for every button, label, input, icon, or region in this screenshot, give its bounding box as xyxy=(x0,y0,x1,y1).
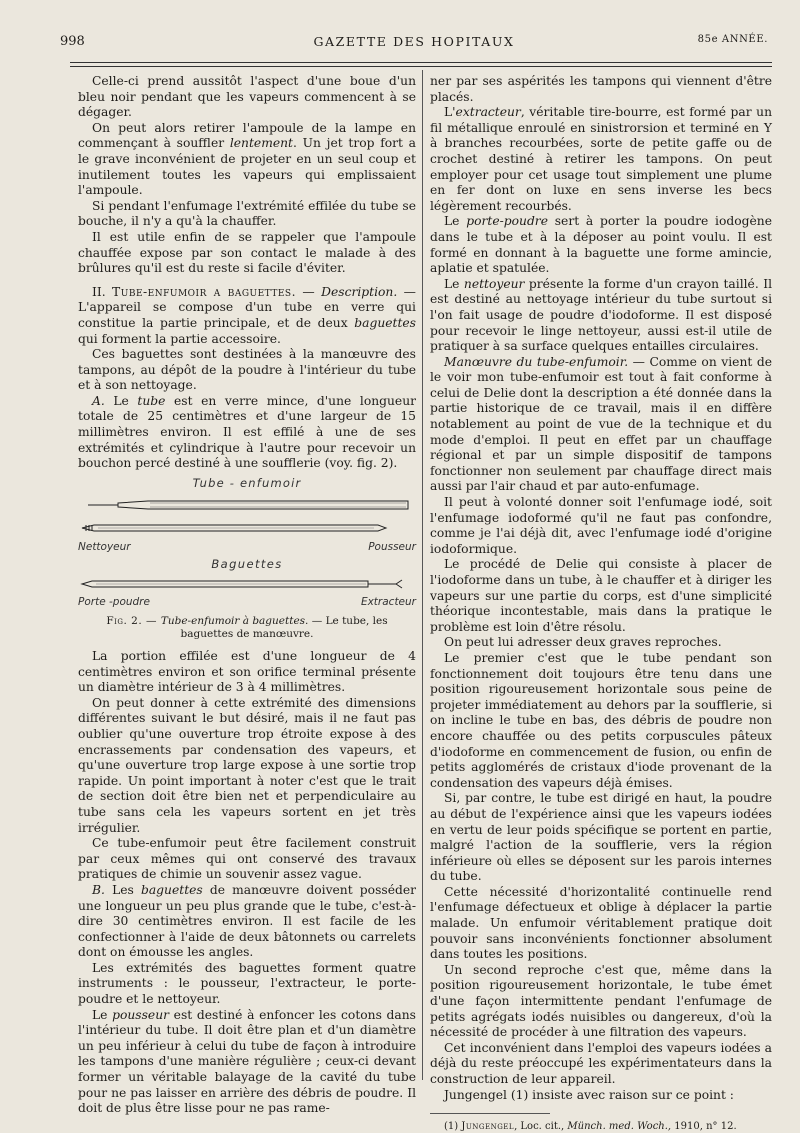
right-column xyxy=(430,74,772,1133)
extracteur-label: Extracteur xyxy=(360,596,416,609)
paragraph: On peut donner à cette extrémité des dimensions différentes suivant le but désiré, mais il ne faut pas oublier qu'une ouverture trop étroite expose à des encrassements par condensation des vapeurs, et qu'une ouverture trop large expose à une sortie trop rapide. Un point important à noter c'est que le trait de section doit être bien net et perpendiculaire au tube sans cela les vapeurs sortent en jet très irrégulier. xyxy=(78,695,416,835)
porte-poudre-label: Porte -poudre xyxy=(78,596,150,609)
paragraph: Celle-ci prend aussitôt l'aspect d'une boue d'un bleu noir pendant que les vapeurs commencent à se dégager. xyxy=(78,74,416,120)
figure-2 xyxy=(78,476,416,611)
section-heading-paragraph: II. Tube-enfumoir a baguettes. — Description. — L'appareil se compose d'un tube en verre qui constitue la partie principale, et de deux baguettes qui forment la partie accessoire. xyxy=(78,284,416,346)
header-rule-second xyxy=(70,66,772,67)
paragraph: Si, par contre, le tube est dirigé en haut, la poudre au début de l'expérience ainsi que les vapeurs iodées en vertu de leur poids spécifique se portent en partie, malgré l'action de la soufflerie, vers la région inférieure où elles se déposent sur les parois internes du tube. xyxy=(430,791,772,884)
paragraph: Le premier c'est que le tube pendant son fonctionnement doit toujours être tenu dans une position rigoureusement horizontale sous peine de projeter immédiatement au dehors par la soufflerie, si on incline le tube en bas, des débris de poudre non encore chauffée ou des petits corpuscules pâteux d'iodoforme en commencement de fusion, ou enfin de petits agglomérés de cristaux d'iode provenant de la condensation des vapeurs déjà émises. xyxy=(430,650,772,790)
paragraph: Il est utile enfin de se rappeler que l'ampoule chauffée expose par son contact le malade à des brûlures qu'il est du reste si facile d'éviter. xyxy=(78,229,416,276)
section-title: Tube-enfumoir a baguettes. xyxy=(112,284,296,299)
paragraph: Jungengel (1) insiste avec raison sur ce point : xyxy=(444,1087,734,1102)
footnote-rule xyxy=(430,1113,550,1114)
label-row-top xyxy=(78,540,416,556)
paragraph: On peut lui adresser deux graves reproches. xyxy=(444,635,722,650)
paragraph: L'extracteur, véritable tire-bourre, est formé par un fil métallique enroulé en sinistrorsion et terminé en Y à branches recourbées, sorte de petite gaffe ou de crochet destiné à retirer les tampons. On peut employer pour cet usage tout simplement une plume en fer dont on luxe en sens inverse les becs légèrement recourbés. xyxy=(430,105,772,213)
paragraph: Cet inconvénient dans l'emploi des vapeurs iodées a déjà du reste préoccupé les expérimentateurs dans la construction de leur appareil. xyxy=(430,1040,772,1086)
page-number: 998 xyxy=(60,34,85,49)
column-divider xyxy=(422,70,423,1080)
page-header xyxy=(60,34,768,56)
label-row-bottom xyxy=(78,595,416,611)
baguettes-label: Baguettes xyxy=(211,557,283,572)
paragraph: Le nettoyeur présente la forme d'un crayon taillé. Il est destiné au nettoyage intérieur du tube surtout si l'on fait usage de poudre d'iodoforme. Il est disposé pour recevoir le linge nettoyeur, aussi est-il utile de pratiquer à sa surface quelques entailles circulaires. xyxy=(430,276,773,354)
footnote: (1) Jungengel, Loc. cit., Münch. med. Woch., 1910, n° 12. xyxy=(444,1121,737,1133)
paragraph: Cette nécessité d'horizontalité continuelle rend l'enfumage défectueux et oblige à déplacer la partie malade. Un enfumoir véritablement pratique doit pouvoir sans inconvénients fonctionner absolument dans toutes les positions. xyxy=(430,884,772,962)
header-rule xyxy=(70,62,772,63)
tube-drawing xyxy=(78,494,416,516)
running-title: GAZETTE DES HOPITAUX xyxy=(313,34,515,49)
paragraph: Le procédé de Delie qui consiste à placer de l'iodoforme dans un tube, à le chauffer et à diriger les vapeurs sur une partie du corps, est d'une simplicité théorique incontestable, mais dans la pratique le problème est loin d'être résolu. xyxy=(430,557,772,634)
subsection-title: Manœuvre du tube-enfumoir. xyxy=(444,354,629,369)
paragraph: ner par ses aspérités les tampons qui viennent d'être placés. xyxy=(430,74,772,104)
paragraph: On peut alors retirer l'ampoule de la lampe en commençant à souffler lentement. Un jet trop fort a le grave inconvénient de projeter en un seul coup et inutilement toutes les vapeurs qui emplissaient l'ampoule. xyxy=(78,120,417,198)
emphasis: lentement xyxy=(229,136,293,151)
tube-label: Tube - enfumoir xyxy=(192,475,302,490)
paragraph: A. Le tube est en verre mince, d'une longueur totale de 25 centimètres et d'une largeur de 15 millimètres environ. Il est effilé à une de ses extrémités et cylindrique à l'autre pour recevoir un bouchon percé destiné à une soufflerie (voy. fig. 2). xyxy=(78,393,417,471)
paragraph: Si pendant l'enfumage l'extrémité effilée du tube se bouche, il n'y a qu'à la chauffer. xyxy=(78,198,416,229)
nettoyeur-label: Nettoyeur xyxy=(78,540,131,553)
porte-poudre-extracteur-drawing xyxy=(78,577,416,591)
paragraph: Le pousseur est destiné à enfoncer les cotons dans l'intérieur du tube. Il doit être plan et d'un diamètre un peu inférieur à celui du tube de façon à introduire les tampons d'une manière régulière ; ceux-ci devant former un véritable balayage de la cavité du tube pour ne pas laisser en arrière des débris de poudre. Il doit de plus être lisse pour ne pas rame- xyxy=(78,1007,416,1116)
paragraph: B. Les baguettes de manœuvre doivent posséder une longueur un peu plus grande que le tube, c'est-à-dire 30 centimètres environ. Il est facile de les confectionner à l'aide de deux bâtonnets ou carrelets dont on émousse les angles. xyxy=(78,882,417,960)
section-subtitle: Description. xyxy=(321,284,398,299)
paragraph: Ce tube-enfumoir peut être facilement construit par ceux mêmes qui ont conservé des travaux pratiques de chimie un souvenir assez vague. xyxy=(78,836,416,882)
figure-caption: Fig. 2. — Tube-enfumoir à baguettes. — Le tube, les baguettes de manœuvre. xyxy=(106,615,388,640)
left-column xyxy=(78,74,416,1117)
paragraph: Il peut à volonté donner soit l'enfumage iodé, soit l'enfumage iodoformé qu'il ne faut pas confondre, comme je l'ai déjà dit, avec l'enfumage iodé d'origine iodoformique. xyxy=(430,495,772,556)
nettoyeur-pousseur-drawing xyxy=(78,521,416,535)
paragraph: Les extrémités des baguettes forment quatre instruments : le pousseur, l'extracteur, le porte-poudre et le nettoyeur. xyxy=(78,960,416,1007)
paragraph: Manœuvre du tube-enfumoir. — Comme on vient de le voir mon tube-enfumoir est tout à fait conforme à celui de Delie dont la description a été donnée dans la partie historique de ce travail, mais il en diffère notablement au point de vue de la technique et du mode d'emploi. Il peut en effet par un chauffage régional et par un simple dispositif de tampons fonctionner non seulement par chauffage direct mais aussi par l'air chaud et par auto-enfumage. xyxy=(430,354,772,494)
year-label: 85e ANNÉE. xyxy=(697,34,768,45)
paragraph: La portion effilée est d'une longueur de 4 centimètres environ et son orifice terminal présente un diamètre intérieur de 3 à 4 millimètres. xyxy=(78,649,416,695)
paragraph: Le porte-poudre sert à porter la poudre iodogène dans le tube et à la déposer au point voulu. Il est formé en donnant à la baguette une forme amincie, aplatie et spatulée. xyxy=(430,214,772,276)
paragraph: Ces baguettes sont destinées à la manœuvre des tampons, au dépôt de la poudre à l'intérieur du tube et à son nettoyage. xyxy=(78,347,416,393)
paragraph: Un second reproche c'est que, même dans la position rigoureusement horizontale, le tube émet d'une façon intermittente pendant l'enfumage de petits agrégats iodés nuisibles ou dangereux, d'où la nécessité de procéder à une filtration des vapeurs. xyxy=(430,962,772,1040)
pousseur-label: Pousseur xyxy=(368,540,416,553)
